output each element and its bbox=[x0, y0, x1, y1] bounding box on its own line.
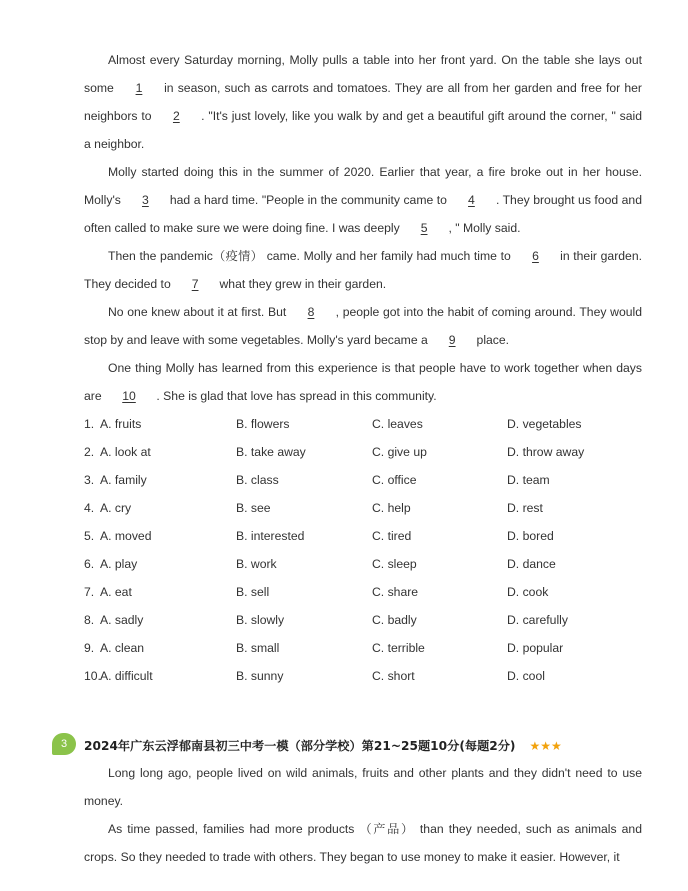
paragraph: Long long ago, people lived on wild animals, fruits and other plants and they didn't need to use money. bbox=[84, 766, 642, 808]
text: Almost every Saturday morning, Molly pulls a table into her front yard. On the table she lays out some bbox=[84, 53, 642, 95]
text: No one knew about it at first. But bbox=[108, 305, 290, 319]
option-c[interactable]: C. sleep bbox=[372, 557, 417, 571]
question-row bbox=[84, 606, 642, 634]
text: , " Molly said. bbox=[445, 221, 521, 235]
option-a[interactable]: A. look at bbox=[100, 445, 151, 459]
text: . "It's just lovely, like you walk by and get a beautiful gift around the corner, " said a neighbor. bbox=[84, 109, 643, 151]
option-b[interactable]: B. work bbox=[236, 557, 277, 571]
option-c[interactable]: C. office bbox=[372, 473, 417, 487]
option-b[interactable]: B. see bbox=[236, 501, 271, 515]
option-c[interactable]: C. terrible bbox=[372, 641, 425, 655]
question-number: 4. bbox=[84, 501, 95, 515]
option-c[interactable]: C. give up bbox=[372, 445, 427, 459]
option-c[interactable]: C. share bbox=[372, 585, 419, 599]
text: , people got into the habit of coming around. They would stop by and leave with some vegetables. Molly's yard became a bbox=[84, 305, 642, 347]
paragraph-3 bbox=[84, 242, 642, 298]
option-a[interactable]: A. clean bbox=[100, 641, 145, 655]
text: had a hard time. "People in the community came to bbox=[166, 193, 451, 207]
option-d[interactable]: D. carefully bbox=[507, 613, 568, 627]
section-title-text: 2024年广东云浮郁南县初三中考一模（部分学校）第21~25题10分(每题2分) bbox=[84, 739, 516, 753]
option-a[interactable]: A. family bbox=[100, 473, 147, 487]
option-a[interactable]: A. eat bbox=[100, 585, 132, 599]
text: in season, such as carrots and tomatoes. They are all from her garden and free for her neighbors to bbox=[84, 81, 642, 123]
question-number: 8. bbox=[84, 613, 95, 627]
option-b[interactable]: B. flowers bbox=[236, 417, 290, 431]
paragraph-5 bbox=[84, 354, 642, 410]
option-c[interactable]: C. short bbox=[372, 669, 415, 683]
blank-7[interactable]: 7 bbox=[191, 277, 199, 291]
question-row bbox=[84, 550, 642, 578]
blank-8[interactable]: 8 bbox=[307, 305, 315, 319]
section-header bbox=[52, 733, 652, 757]
question-number: 9. bbox=[84, 641, 95, 655]
question-row bbox=[84, 410, 642, 438]
option-d[interactable]: D. popular bbox=[507, 641, 564, 655]
question-number: 1. bbox=[84, 417, 95, 431]
text: One thing Molly has learned from this experience is that people have to work together when days are bbox=[84, 361, 642, 403]
option-c[interactable]: C. tired bbox=[372, 529, 412, 543]
option-b[interactable]: B. interested bbox=[236, 529, 305, 543]
option-b[interactable]: B. class bbox=[236, 473, 279, 487]
difficulty-stars-icon: ★★★ bbox=[529, 739, 562, 753]
option-b[interactable]: B. slowly bbox=[236, 613, 285, 627]
option-b[interactable]: B. small bbox=[236, 641, 280, 655]
paragraph-2 bbox=[84, 158, 642, 242]
blank-4[interactable]: 4 bbox=[468, 193, 475, 207]
answer-options bbox=[84, 410, 642, 690]
question-row bbox=[84, 438, 642, 466]
paragraph: As time passed, families had more products （产品） than they needed, such as animals and crops. So they needed to trade with others. They began to use money to make it easier. However, it bbox=[84, 822, 642, 864]
blank-5[interactable]: 5 bbox=[420, 221, 428, 235]
section-number-badge: 3 bbox=[52, 733, 76, 755]
text: . She is glad that love has spread in this community. bbox=[153, 389, 437, 403]
option-b[interactable]: B. sunny bbox=[236, 669, 284, 683]
question-row bbox=[84, 522, 642, 550]
option-b[interactable]: B. sell bbox=[236, 585, 270, 599]
blank-9[interactable]: 9 bbox=[448, 333, 456, 347]
text: place. bbox=[473, 333, 510, 347]
question-number: 2. bbox=[84, 445, 95, 459]
option-c[interactable]: C. badly bbox=[372, 613, 417, 627]
question-row bbox=[84, 634, 642, 662]
text: Molly started doing this in the summer of 2020. Earlier that year, a fire broke out in her house. Molly's bbox=[84, 165, 642, 207]
question-number: 7. bbox=[84, 585, 95, 599]
question-number: 3. bbox=[84, 473, 95, 487]
option-a[interactable]: A. sadly bbox=[100, 613, 144, 627]
option-c[interactable]: C. help bbox=[372, 501, 411, 515]
option-d[interactable]: D. cook bbox=[507, 585, 549, 599]
text: Then the pandemic（疫情） came. Molly and her family had much time to bbox=[108, 249, 515, 263]
option-d[interactable]: D. dance bbox=[507, 557, 556, 571]
option-a[interactable]: A. fruits bbox=[100, 417, 142, 431]
question-number: 10. bbox=[84, 669, 101, 683]
blank-3[interactable]: 3 bbox=[141, 193, 149, 207]
option-d[interactable]: D. throw away bbox=[507, 445, 585, 459]
text: . They brought us food and often called to make sure we were doing fine. I was deeply bbox=[84, 193, 642, 235]
option-c[interactable]: C. leaves bbox=[372, 417, 423, 431]
question-row bbox=[84, 494, 642, 522]
question-number: 5. bbox=[84, 529, 95, 543]
text: what they grew in their garden. bbox=[216, 277, 387, 291]
option-a[interactable]: A. difficult bbox=[100, 669, 153, 683]
question-row bbox=[84, 662, 642, 690]
question-number: 6. bbox=[84, 557, 95, 571]
option-a[interactable]: A. play bbox=[100, 557, 138, 571]
paragraph-4 bbox=[84, 298, 642, 354]
question-row bbox=[84, 466, 642, 494]
blank-2[interactable]: 2 bbox=[172, 109, 180, 123]
blank-1[interactable]: 1 bbox=[135, 81, 143, 95]
paragraph-1 bbox=[84, 46, 642, 158]
question-row bbox=[84, 578, 642, 606]
option-b[interactable]: B. take away bbox=[236, 445, 306, 459]
blank-10[interactable]: 10 bbox=[122, 389, 136, 403]
reading-passage bbox=[84, 759, 642, 871]
option-d[interactable]: D. team bbox=[507, 473, 550, 487]
option-d[interactable]: D. cool bbox=[507, 669, 545, 683]
option-d[interactable]: D. bored bbox=[507, 529, 554, 543]
cloze-passage bbox=[84, 46, 642, 690]
section-title bbox=[84, 737, 562, 754]
option-a[interactable]: A. cry bbox=[100, 501, 132, 515]
option-d[interactable]: D. vegetables bbox=[507, 417, 582, 431]
option-a[interactable]: A. moved bbox=[100, 529, 152, 543]
blank-6[interactable]: 6 bbox=[532, 249, 539, 263]
option-d[interactable]: D. rest bbox=[507, 501, 543, 515]
text: in their garden. They decided to bbox=[84, 249, 642, 291]
